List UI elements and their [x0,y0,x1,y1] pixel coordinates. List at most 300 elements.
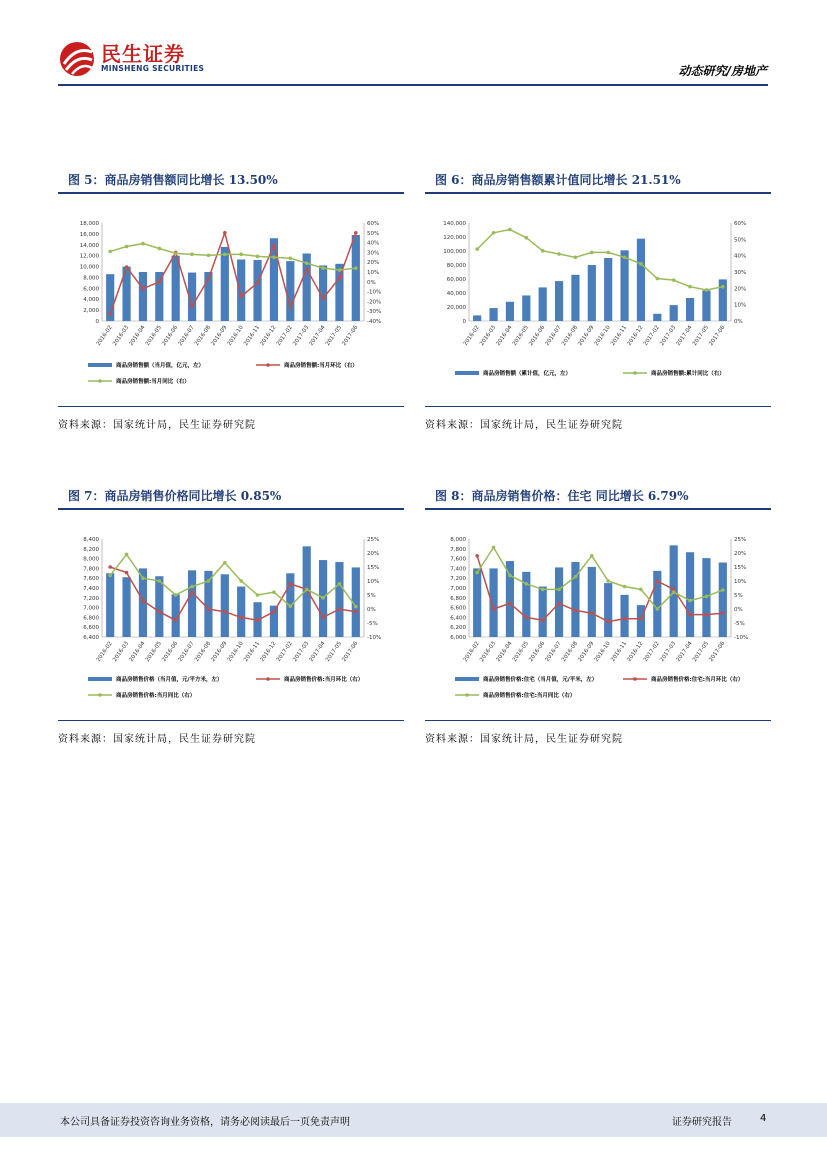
bar [620,595,628,637]
right-tick-label: -5% [367,621,378,627]
data-point [590,554,594,558]
data-point [321,266,325,270]
chart-residential-price [425,513,771,719]
right-tick-label: 0% [734,319,743,325]
bar [571,275,579,321]
left-tick-label: 8,000 [450,537,466,543]
left-tick-label: 140,000 [443,221,466,227]
data-point [239,253,243,257]
data-point [475,554,479,558]
data-point [338,607,342,611]
data-point [574,609,578,613]
chart-sales-price [58,513,404,719]
data-point [239,579,243,583]
right-tick-label: 20% [367,260,380,267]
x-tick-label: 2017-05 [691,640,711,663]
right-tick-label: -40% [367,319,382,325]
left-tick-label: 7,200 [83,595,99,602]
data-point [705,595,709,599]
x-tick-label: 2017-03 [292,324,311,347]
data-point [321,297,325,301]
figure-title: 图 8：商品房销售价格：住宅 同比增长 6.79% [435,489,689,503]
bar [473,568,481,637]
right-tick-label: 15% [734,565,747,571]
data-point [656,607,660,611]
data-point [207,607,211,611]
x-tick-label: 2016-05 [144,324,163,347]
right-tick-label: 10% [367,579,380,585]
bar [489,568,497,637]
x-tick-label: 2017-06 [341,324,360,347]
x-tick-label: 2016-03 [479,640,498,663]
data-point [639,262,643,266]
figure-bottom-rule [425,720,771,721]
bar [237,259,245,321]
bar [539,287,547,321]
bar [719,563,727,637]
bar [620,250,628,321]
data-point [623,617,627,621]
data-point [289,582,293,586]
right-tick-label: 40% [734,253,747,260]
bar [286,261,294,321]
x-tick-label: 2017-04 [308,640,327,663]
data-point [590,611,594,615]
data-point [125,571,129,575]
data-point [492,607,496,611]
data-point [125,553,129,557]
data-point [508,602,512,606]
x-tick-label: 2016-05 [511,324,530,347]
right-tick-label: -10% [734,635,749,641]
data-point [174,252,178,256]
left-tick-label: 0 [462,319,466,325]
x-tick-label: 2017-04 [675,640,694,663]
x-tick-label: 2016-04 [128,324,147,347]
chart-sales-value-cumulative [425,197,771,411]
bar [604,258,612,321]
data-point [541,618,545,622]
data-point [705,288,709,292]
legend-marker [465,693,469,697]
x-tick-label: 2017-03 [659,324,678,347]
left-tick-label: 7,400 [450,566,466,573]
data-point [272,590,276,594]
x-tick-label: 2016-10 [593,640,612,663]
left-tick-label: 7,000 [83,605,99,612]
x-tick-label: 2016-04 [495,640,514,663]
data-point [321,596,325,600]
left-tick-label: 7,200 [450,576,466,583]
figure-top-rule [58,192,404,194]
data-point [108,565,112,569]
right-tick-label: 25% [734,537,747,543]
data-point [158,579,162,583]
data-point [508,228,512,232]
left-tick-label: 8,400 [83,537,99,543]
data-point [158,610,162,614]
right-tick-label: 20% [367,551,380,557]
company-logo [58,40,218,78]
bar [637,605,645,637]
x-tick-label: 2017-05 [691,324,711,347]
right-tick-label: 0% [734,607,743,613]
series-line [477,230,723,290]
right-tick-label: 0% [367,279,376,286]
x-tick-label: 2017-04 [308,324,327,347]
data-point [574,575,578,579]
bar [555,281,563,321]
left-tick-label: 6,400 [83,635,99,641]
x-tick-label: 2016-05 [144,640,163,663]
data-point [525,616,529,620]
x-tick-label: 2016-11 [610,324,629,347]
right-tick-label: -10% [367,635,382,641]
legend-swatch [88,677,112,681]
x-tick-label: 2016-04 [495,324,514,347]
data-point [705,613,709,617]
left-tick-label: 6,200 [450,625,466,632]
data-point [508,574,512,578]
left-tick-label: 2,000 [83,308,99,315]
left-tick-label: 6,600 [83,625,99,632]
data-point [354,605,358,609]
figure-top-rule [58,508,404,510]
data-point [256,618,260,622]
figure-source: 资料来源：国家统计局，民生证券研究院 [425,420,623,431]
legend-label: 商品房销售额（当月值，亿元，左） [116,363,205,369]
x-tick-label: 2017-06 [708,640,727,663]
bar [221,247,229,321]
left-tick-label: 7,600 [83,576,99,583]
x-tick-label: 2016-04 [128,640,147,663]
x-tick-label: 2017-03 [659,640,678,663]
data-point [256,281,260,285]
legend-marker [98,693,102,697]
data-point [223,610,227,614]
x-tick-label: 2016-07 [177,640,196,663]
data-point [354,610,358,614]
left-tick-label: 16,000 [79,231,99,238]
left-tick-label: 6,400 [450,615,466,622]
data-point [623,585,627,589]
data-point [158,247,162,251]
legend-label: 商品房销售价格:住宅:当月环比（右） [651,677,744,683]
left-tick-label: 4,000 [83,297,99,304]
legend-label: 商品房销售额（累计值，亿元，左） [483,371,572,377]
data-point [190,253,194,257]
x-tick-label: 2016-10 [226,324,245,347]
x-tick-label: 2016-09 [577,324,596,347]
x-tick-label: 2016-12 [626,324,645,347]
legend-swatch [88,363,112,367]
x-tick-label: 2016-02 [95,324,114,347]
data-point [190,305,194,309]
left-tick-label: 14,000 [79,242,99,249]
right-tick-label: 15% [367,565,380,571]
bar [253,260,261,321]
left-tick-label: 10,000 [79,264,99,271]
bar [702,290,710,321]
bar [588,265,596,321]
x-tick-label: 2017-02 [275,640,294,663]
data-point [158,280,162,284]
x-tick-label: 2016-03 [112,324,131,347]
data-point [207,277,211,281]
data-point [207,579,211,583]
x-tick-label: 2017-02 [275,324,294,347]
data-point [672,278,676,282]
left-tick-label: 6,600 [450,605,466,612]
data-point [289,256,293,260]
x-tick-label: 2016-06 [161,640,180,663]
legend-label: 商品房销售价格:当月同比（右） [116,693,196,699]
legend-label: 商品房销售价格（当月值，元/平方米，左） [116,677,223,683]
bar [188,570,196,637]
x-tick-label: 2017-06 [708,324,727,347]
bar [335,264,343,321]
data-point [574,256,578,260]
data-point [289,305,293,309]
data-point [141,242,145,246]
left-tick-label: 8,000 [83,275,99,282]
data-point [606,579,610,583]
data-point [606,620,610,624]
left-tick-label: 6,800 [83,615,99,622]
data-point [141,576,145,580]
x-tick-label: 2016-07 [544,640,563,663]
data-point [721,588,725,592]
left-tick-label: 60,000 [446,277,466,283]
x-tick-label: 2016-09 [210,324,229,347]
x-tick-label: 2016-06 [528,324,547,347]
left-tick-label: 6,000 [450,635,466,641]
right-tick-label: 60% [367,221,380,227]
data-point [338,268,342,272]
bar [489,308,497,321]
data-point [239,295,243,299]
x-tick-label: 2017-05 [324,640,344,663]
right-tick-label: 50% [734,237,747,244]
data-point [525,582,529,586]
data-point [190,590,194,594]
data-point [623,256,627,260]
data-point [321,616,325,620]
x-tick-label: 2016-05 [511,640,530,663]
data-point [305,261,309,265]
left-tick-label: 20,000 [446,305,466,311]
x-tick-label: 2016-11 [243,640,262,663]
left-tick-label: 12,000 [79,253,99,260]
right-tick-label: -20% [367,299,382,306]
left-tick-label: 0 [95,319,99,325]
x-tick-label: 2016-12 [259,640,278,663]
left-tick-label: 8,200 [83,546,99,553]
left-tick-label: 7,800 [83,566,99,573]
legend-label: 商品房销售价格:住宅:当月同比（右） [483,693,576,699]
bar [637,239,645,321]
right-tick-label: 30% [367,250,380,257]
figure-title: 图 7：商品房销售价格同比增长 0.85% [68,489,282,503]
x-tick-label: 2016-08 [560,324,580,347]
bar [506,302,514,321]
bar [155,272,163,321]
bar [221,574,229,637]
right-tick-label: -30% [367,309,382,316]
data-point [688,613,692,617]
bar [237,587,245,637]
bar [506,561,514,637]
data-point [672,590,676,594]
bar [473,315,481,321]
left-tick-label: 120,000 [443,235,466,241]
right-tick-label: 25% [367,537,380,543]
data-point [475,571,479,575]
logo-chinese-name: 民生证券 [101,42,185,66]
data-point [272,244,276,248]
left-tick-label: 6,800 [450,595,466,602]
left-tick-label: 7,600 [450,556,466,563]
data-point [475,247,479,251]
bar [604,583,612,637]
left-tick-label: 7,400 [83,586,99,592]
legend-marker [266,677,270,681]
x-tick-label: 2017-03 [292,640,311,663]
right-tick-label: -5% [734,621,745,627]
legend-marker [266,363,270,367]
data-point [541,249,545,253]
left-tick-label: 6,000 [83,286,99,293]
right-tick-label: 20% [734,286,747,293]
bar [106,573,114,637]
left-tick-label: 80,000 [446,263,466,269]
x-tick-label: 2017-04 [675,324,694,347]
right-tick-label: 60% [734,221,747,227]
right-tick-label: 0% [367,607,376,613]
data-point [272,256,276,260]
x-tick-label: 2016-11 [610,640,629,663]
data-point [590,251,594,255]
data-point [223,561,227,565]
x-tick-label: 2016-10 [593,324,612,347]
data-point [223,231,227,235]
data-point [639,588,643,592]
data-point [272,610,276,614]
x-tick-label: 2016-03 [112,640,131,663]
x-tick-label: 2016-07 [177,324,196,347]
legend-label: 商品房销售额:累计同比（右） [651,371,725,377]
logo-english-name: MINSHENG SECURITIES [101,64,205,73]
data-point [525,236,529,240]
x-tick-label: 2017-05 [324,324,344,347]
data-point [656,277,660,281]
x-tick-label: 2016-08 [560,640,580,663]
legend-marker [98,379,102,383]
x-tick-label: 2016-08 [193,324,213,347]
bar [155,576,163,637]
data-point [354,231,358,235]
right-tick-label: -10% [367,289,382,296]
left-tick-label: 100,000 [443,249,466,255]
chart-sales-value-monthly [58,197,404,411]
left-tick-label: 8,000 [83,556,99,563]
right-tick-label: 5% [367,593,376,599]
legend-label: 商品房销售价格:住宅（当月值，元/平米，左） [483,677,598,683]
figure-source: 资料来源：国家统计局，民生证券研究院 [58,420,256,431]
figure-bottom-rule [58,720,404,721]
x-tick-label: 2016-02 [462,324,481,347]
data-point [688,285,692,289]
page-number: 4 [760,1113,767,1124]
x-tick-label: 2016-11 [243,324,262,347]
data-point [606,251,610,255]
bar [653,314,661,321]
data-point [108,312,112,316]
figure-source: 资料来源：国家统计局，民生证券研究院 [58,734,256,745]
left-tick-label: 7,000 [450,586,466,592]
bar [335,562,343,637]
x-tick-label: 2016-09 [577,640,596,663]
data-point [338,582,342,586]
data-point [557,602,561,606]
data-point [141,287,145,291]
data-point [289,604,293,608]
right-tick-label: 50% [367,230,380,237]
data-point [492,231,496,235]
data-point [688,599,692,603]
right-tick-label: 30% [734,270,747,276]
figure-title: 图 6：商品房销售额累计值同比增长 21.51% [435,173,681,187]
data-point [639,617,643,621]
data-point [174,618,178,622]
data-point [305,267,309,271]
logo-mark-icon [58,40,98,78]
data-point [557,588,561,592]
bar [670,305,678,321]
x-tick-label: 2016-06 [528,640,547,663]
legend-marker [633,371,637,375]
x-tick-label: 2016-12 [626,640,645,663]
x-tick-label: 2016-09 [210,640,229,663]
data-point [108,574,112,578]
data-point [174,593,178,597]
right-tick-label: 40% [367,240,380,247]
legend-swatch [455,371,479,375]
left-tick-label: 18,000 [79,221,99,227]
data-point [190,585,194,589]
right-tick-label: 20% [734,551,747,557]
figure-bottom-rule [425,406,771,407]
x-tick-label: 2016-12 [259,324,278,347]
legend-marker [633,677,637,681]
x-tick-label: 2016-08 [193,640,213,663]
x-tick-label: 2016-02 [95,640,114,663]
x-tick-label: 2016-07 [544,324,563,347]
x-tick-label: 2016-06 [161,324,180,347]
data-point [656,579,660,583]
legend-label: 商品房销售价格:当月环比（右） [284,677,364,683]
right-tick-label: 5% [734,593,743,599]
bar [686,298,694,321]
figure-bottom-rule [58,406,404,407]
data-point [125,245,129,249]
bar [352,235,360,321]
data-point [141,599,145,603]
left-tick-label: 7,800 [450,546,466,553]
data-point [354,266,358,270]
bar [539,587,547,637]
legend-label: 商品房销售额:当月同比（右） [116,379,190,385]
